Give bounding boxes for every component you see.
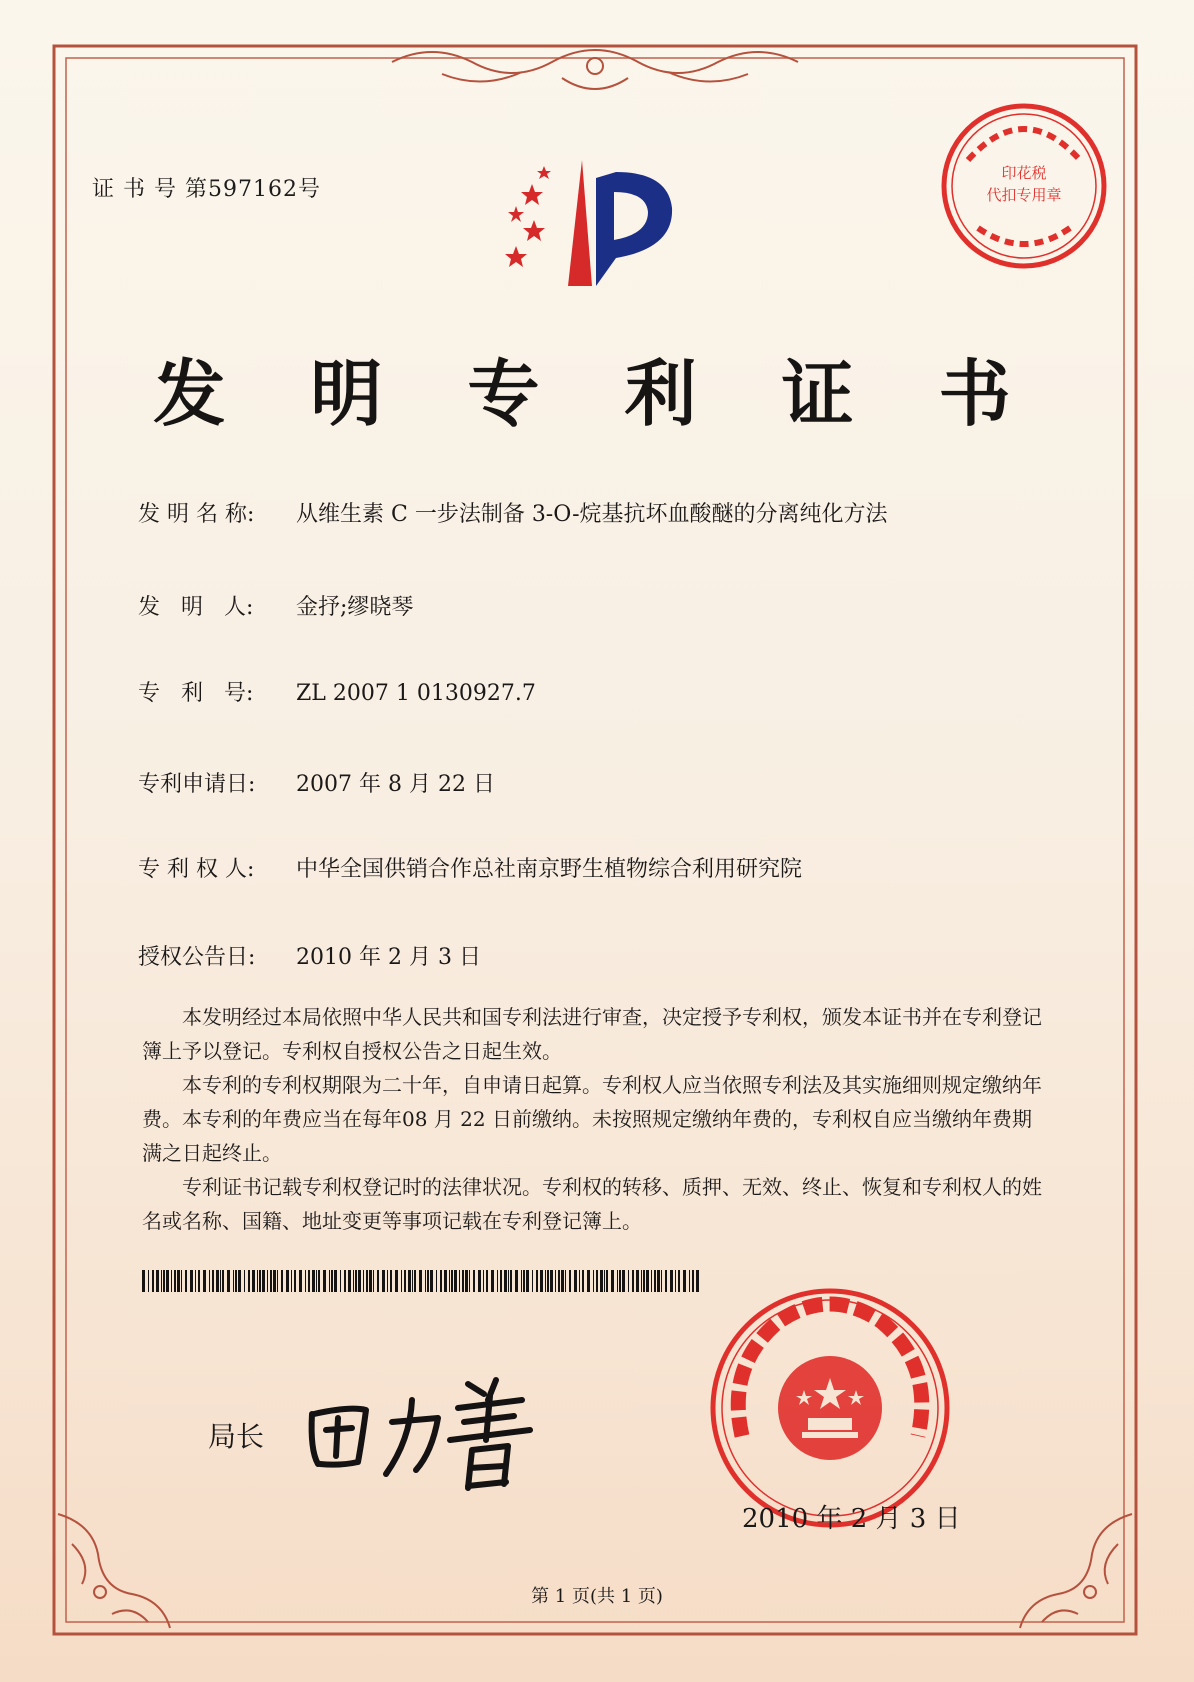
invention-name-value: 从维生素 C 一步法制备 3-O-烷基抗坏血酸醚的分离纯化方法 [296,502,888,527]
body-paragraph-1: 本发明经过本局依照中华人民共和国专利法进行审查，决定授予专利权，颁发本证书并在专利登记簿上予以登记。专利权自授权公告之日起生效。 [142,1005,1042,1063]
signature-date: 2010 年 2 月 3 日 [742,1504,961,1534]
page-title: 发 明 专 利 证 书 [153,351,1041,436]
patent-number-label: 专 利 号: [138,681,254,706]
field-invention-name [138,497,888,528]
page-number: 第 1 页(共 1 页) [531,1586,663,1607]
patentee-value: 中华全国供销合作总社南京野生植物综合利用研究院 [296,857,803,882]
certificate-body [142,1000,1047,1238]
barcode-icon [142,1270,702,1292]
grant-date-label: 授权公告日: [138,945,256,970]
filing-date-value: 2007 年 8 月 22 日 [296,772,495,797]
filing-date-label: 专利申请日: [138,772,256,797]
svg-text:印花税: 印花税 [1001,164,1047,182]
certificate-number [92,172,321,203]
field-filing-date [138,767,495,798]
certificate-number-value: 第597162号 [185,177,321,202]
body-paragraph-2: 本专利的专利权期限为二十年，自申请日起算。专利权人应当依照专利法及其实施细则规定缴纳年费。本专利的年费应当在每年08 月 22 日前缴纳。未按照规定缴纳年费的，专利权自应当缴纳年费期满之日起终止。 [142,1073,1042,1165]
field-patent-number [138,676,536,707]
field-patentee [138,852,802,883]
patent-office-official-seal-icon [708,1286,952,1530]
certificate-number-label: 证 书 号 [92,177,177,202]
patentee-label: 专 利 权 人: [138,857,255,882]
field-grant-date [138,940,481,971]
field-inventor [138,590,413,621]
grant-date-value: 2010 年 2 月 3 日 [296,945,481,970]
patent-number-value: ZL 2007 1 0130927.7 [296,681,536,706]
tax-stamp-seal-icon [938,100,1110,272]
svg-text:代扣专用章: 代扣专用章 [986,186,1062,204]
patent-office-logo-icon [496,158,686,298]
inventor-value: 金抒;缪晓琴 [296,595,414,620]
inventor-label: 发 明 人: [138,595,254,620]
body-paragraph-3: 专利证书记载专利权登记时的法律状况。专利权的转移、质押、无效、终止、恢复和专利权人的姓名或名称、国籍、地址变更等事项记载在专利登记簿上。 [142,1175,1042,1233]
invention-name-label: 发 明 名 称: [138,502,255,527]
director-label: 局长 [208,1420,265,1453]
director-signature-icon [300,1370,540,1500]
